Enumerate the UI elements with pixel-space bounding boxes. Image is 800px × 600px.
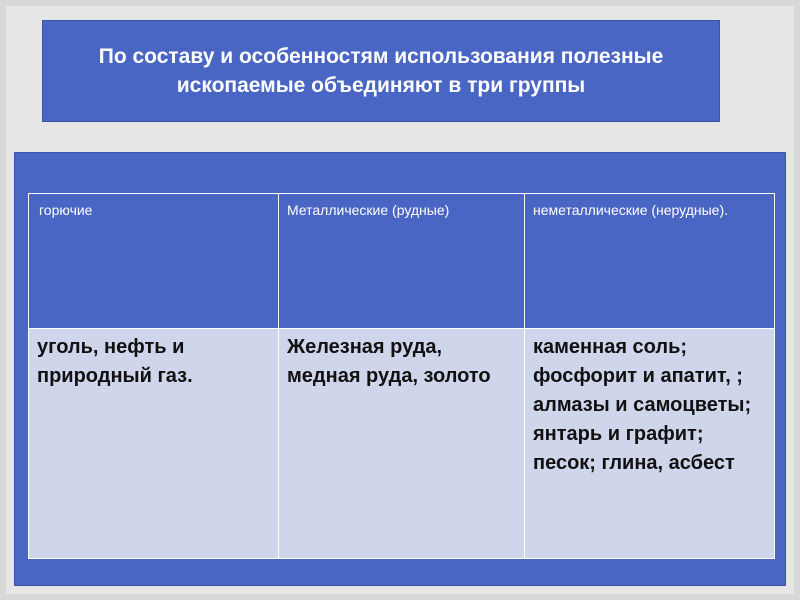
table-row bbox=[29, 329, 775, 559]
header-cell-nonmetallic: неметаллические (нерудные). bbox=[525, 194, 775, 329]
cell-combustible-examples: уголь, нефть и природный газ. bbox=[29, 329, 279, 559]
cell-nonmetallic-examples: каменная соль; фосфорит и апатит, ; алмазы и самоцветы; янтарь и графит; песок; глина, асбест bbox=[525, 329, 775, 559]
table-header-row bbox=[29, 194, 775, 329]
slide-title-text: По составу и особенностям использования полезные ископаемые объединяют в три группы bbox=[98, 45, 664, 97]
slide-title bbox=[42, 20, 720, 122]
mineral-groups-table bbox=[28, 193, 775, 559]
cell-metallic-examples: Железная руда, медная руда, золото bbox=[279, 329, 525, 559]
header-cell-metallic: Металлические (рудные) bbox=[279, 194, 525, 329]
header-cell-combustible: горючие bbox=[29, 194, 279, 329]
